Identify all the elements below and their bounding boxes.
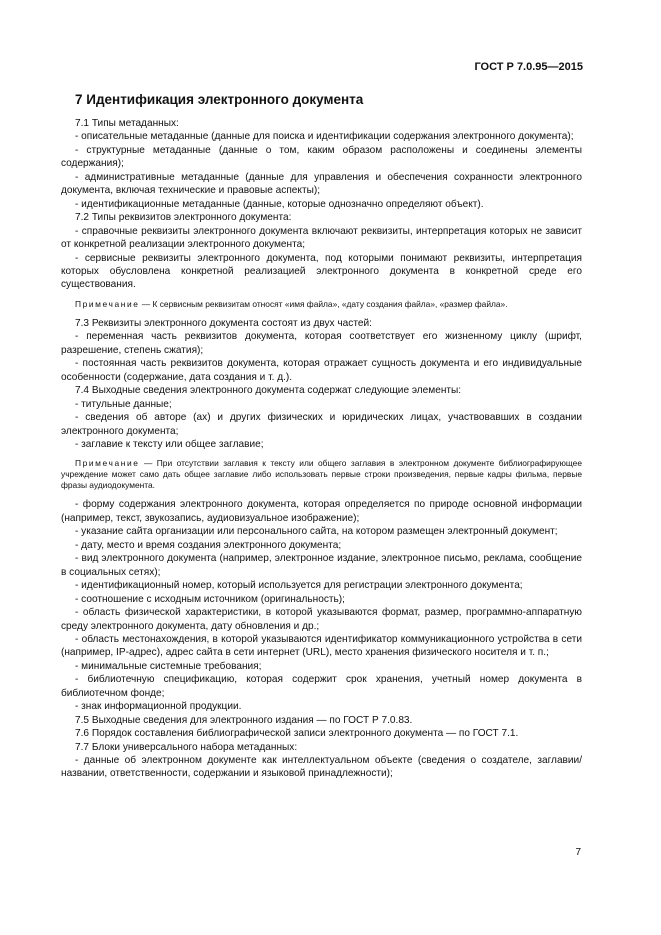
paragraph: - область физической характеристики, в которой указываются формат, размер, программно-аппаратную среду электронного документа, дату обновления и др.; xyxy=(61,607,582,632)
note xyxy=(61,458,582,491)
paragraph: 7.1 Типы метаданных: xyxy=(75,118,179,129)
paragraph: - соотношение с исходным источником (оригинальность); xyxy=(75,593,345,605)
paragraph: - идентификационный номер, который используется для регистрации электронного документа; xyxy=(75,580,523,592)
paragraph: - данные об электронном документе как интеллектуальном объекте (сведения о создателе, заглавии/названии, ответственности, содержании и языковой принадлежности); xyxy=(61,755,582,780)
paragraph: - вид электронного документа (например, электронное издание, электронное письмо, реклама, сообщение в социальных сетях); xyxy=(61,553,582,578)
paragraph: - справочные реквизиты электронного документа включают реквизиты, интерпретация которых не зависит от конкретной реализации электронного документа; xyxy=(61,225,582,251)
paragraph: 7.4 Выходные сведения электронного документа содержат следующие элементы: xyxy=(75,385,462,397)
paragraph: - область местонахождения, в которой указываются идентификатор коммуникационного устройства в сети (например, IP-адрес), адрес сайта в сети интернет (URL), место хранения физического носителя и т. п.; xyxy=(61,633,582,659)
paragraph: - указание сайта организации или персонального сайта, на котором размещен электронный документ; xyxy=(75,526,558,538)
paragraph: - постоянная часть реквизитов документа, которая отражает сущность документа и его индивидуальные особенности (содержание, дата создания и т. д.). xyxy=(61,358,582,383)
paragraph: - структурные метаданные (данные о том, каким образом расположены и соединены элементы содержания); xyxy=(61,144,582,170)
section-title: 7 Идентификация электронного документа xyxy=(75,92,364,107)
paragraph: 7.3 Реквизиты электронного документа состоят из двух частей: xyxy=(75,317,372,329)
paragraph: - переменная часть реквизитов документа, которая соответствует его жизненному циклу (шрифт, разрешение, степень сжатия); xyxy=(61,331,582,356)
paragraph: - библиотечную спецификацию, которая содержит срок хранения, учетный номер документа в библиотечном фонде; xyxy=(61,674,582,699)
paragraph: - знак информационной продукции. xyxy=(75,701,242,713)
paragraph: 7.5 Выходные сведения для электронного издания — по ГОСТ Р 7.0.83. xyxy=(75,714,413,726)
paragraph: 7.2 Типы реквизитов электронного документа: xyxy=(75,212,292,224)
paragraph: - описательные метаданные (данные для поиска и идентификации содержания электронного документа); xyxy=(75,131,574,143)
paragraph: 7.7 Блоки универсального набора метаданных: xyxy=(75,741,298,753)
paragraph: - минимальные системные требования; xyxy=(75,660,262,672)
note xyxy=(61,299,582,310)
paragraph: - титульные данные; xyxy=(75,398,172,410)
note-label: Примечание xyxy=(75,298,140,309)
paragraph: - сервисные реквизиты электронного документа, под которыми понимают реквизиты, интерпретация которых обусловлена конкретной реализацией электронного документа в конкретной среде его существования. xyxy=(61,252,582,291)
paragraph: - заглавие к тексту или общее заглавие; xyxy=(75,438,264,450)
note-text: — При отсутствии заглавия к тексту или общего заглавия в электронном документе библиографирующее учреждение может само дать общее заглавие либо использовать первые строки произведения, первые кадры фильма, первые фразы аудиодокумента. xyxy=(61,458,582,491)
paragraph: - сведения об авторе (ах) и других физических и юридических лицах, участвовавших в создании электронного документа; xyxy=(61,412,582,437)
paragraph: - дату, место и время создания электронного документа; xyxy=(75,539,342,551)
paragraph: - форму содержания электронного документа, которая определяется по природе основной информации (например, текст, звукозапись, аудиовизуальное изображение); xyxy=(61,499,582,524)
paragraph: 7.6 Порядок составления библиографической записи электронного документа — по ГОСТ 7.1. xyxy=(75,728,519,740)
paragraph: - административные метаданные (данные для управления и обеспечения сохранности электронного документа, включая технические и правовые аспекты); xyxy=(61,171,582,197)
note-text: — К сервисным реквизитам относят «имя файла», «дату создания файла», «размер файла». xyxy=(139,298,508,309)
note-label: Примечание xyxy=(75,458,140,469)
document-body xyxy=(61,117,582,781)
paragraph: - идентификационные метаданные (данные, которые однозначно определяют объект). xyxy=(75,198,484,210)
document-code: ГОСТ Р 7.0.95—2015 xyxy=(474,61,583,73)
page-number: 7 xyxy=(575,847,581,858)
